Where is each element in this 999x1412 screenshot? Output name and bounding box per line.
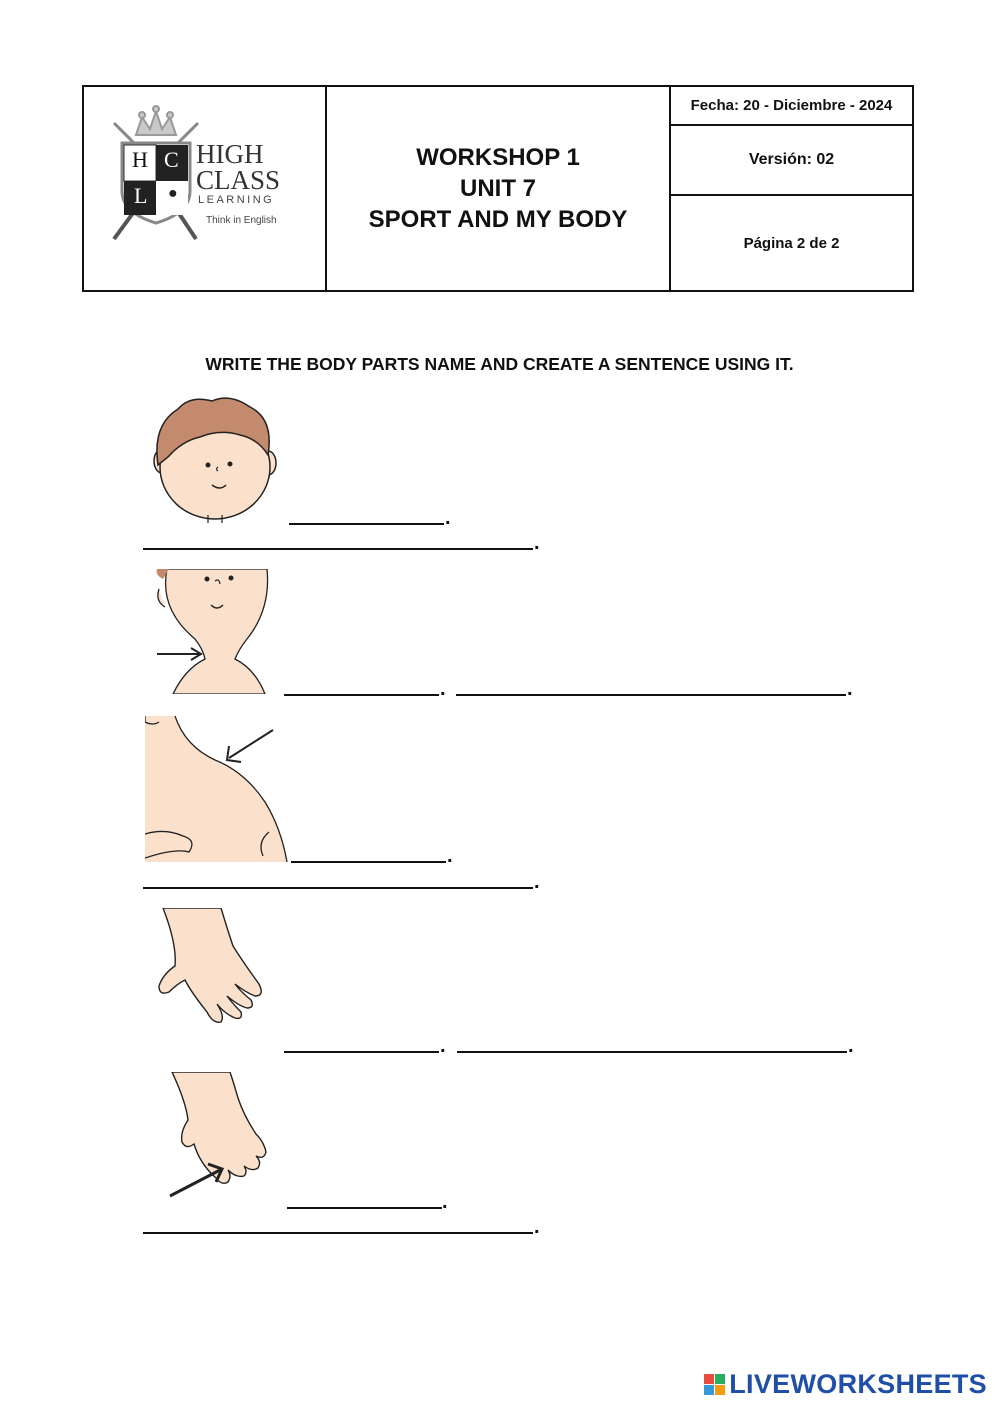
finger-picture: [160, 1072, 275, 1204]
answer-line-name[interactable]: [289, 523, 444, 525]
topic-title: SPORT AND MY BODY: [368, 206, 628, 233]
globe-icon: ●: [168, 185, 178, 202]
hand-picture: [155, 908, 270, 1036]
version-label: Versión: 02: [671, 126, 912, 196]
logo-letter-h: H: [132, 147, 148, 172]
answer-line-sentence[interactable]: [143, 548, 533, 550]
logo-letter-c: C: [164, 147, 179, 172]
answer-line-name[interactable]: [291, 861, 446, 863]
shoulder-picture: [145, 716, 290, 862]
period: .: [447, 845, 453, 867]
period: .: [534, 532, 540, 554]
period: .: [440, 678, 446, 700]
logo-name-high: HIGH: [196, 139, 264, 169]
instruction-text: WRITE THE BODY PARTS NAME AND CREATE A SENTENCE USING IT.: [205, 354, 794, 374]
period: .: [848, 1035, 854, 1057]
period: .: [445, 507, 451, 529]
meta-cell: [671, 87, 912, 290]
answer-line-sentence[interactable]: [457, 1051, 847, 1053]
answer-line-name[interactable]: [287, 1207, 442, 1209]
page-label: Página 2 de 2: [743, 234, 840, 252]
period: .: [534, 871, 540, 893]
answer-line-name[interactable]: [284, 694, 439, 696]
title-cell: [327, 87, 671, 290]
liveworksheets-brand[interactable]: [704, 1369, 987, 1400]
period: .: [442, 1191, 448, 1213]
workshop-title: WORKSHOP 1: [416, 144, 580, 171]
answer-line-sentence[interactable]: [143, 887, 533, 889]
header-table: [82, 85, 914, 292]
date-label: Fecha: 20 - Diciembre - 2024: [671, 87, 912, 126]
logo-cell: [84, 87, 327, 290]
answer-line-sentence[interactable]: [143, 1232, 533, 1234]
period: .: [440, 1035, 446, 1057]
logo-name-learning: LEARNING: [198, 194, 275, 206]
answer-line-sentence[interactable]: [456, 694, 846, 696]
logo-letter-l: L: [134, 183, 148, 208]
period: .: [534, 1216, 540, 1238]
brand-name: LIVEWORKSHEETS: [729, 1369, 987, 1399]
period: .: [847, 678, 853, 700]
head-picture: [150, 395, 280, 523]
logo-name-class: CLASS: [196, 165, 281, 195]
answer-line-name[interactable]: [284, 1051, 439, 1053]
neck-picture: [155, 569, 275, 694]
logo-tagline: Think in English: [206, 215, 277, 226]
unit-title: UNIT 7: [459, 175, 536, 202]
liveworksheets-logo-icon: [704, 1374, 725, 1395]
